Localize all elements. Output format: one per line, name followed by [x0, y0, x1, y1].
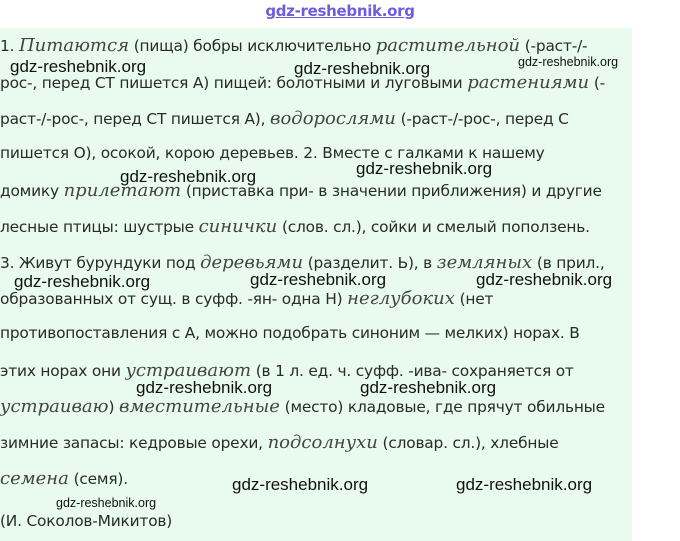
text-line	[0, 324, 580, 342]
watermark: gdz-reshebnik.org	[56, 496, 157, 510]
analyzed-word: синички	[198, 216, 278, 237]
text-segment: (нет	[454, 290, 494, 308]
watermark: gdz-reshebnik.org	[136, 378, 273, 397]
text-segment: (место) кладовые, где прячут обильные	[279, 398, 605, 416]
watermark: gdz-reshebnik.org	[14, 272, 151, 291]
watermark: gdz-reshebnik.org	[356, 159, 493, 178]
analyzed-word: растениями	[467, 72, 590, 93]
watermark: gdz-reshebnik.org	[456, 475, 593, 494]
text-segment: (словар. сл.), хлебные	[377, 434, 559, 452]
text-segment: (в прил.,	[532, 254, 605, 272]
text-segment: лесные птицы: шустрые	[0, 218, 199, 236]
analyzed-word: прилетают	[63, 180, 182, 201]
text-segment: (-раст-/-рос-, перед С	[395, 110, 569, 128]
analyzed-word: земляных	[436, 252, 533, 273]
text-segment: домику	[0, 182, 64, 200]
text-line	[0, 108, 569, 129]
text-segment: (И. Соколов-Микитов)	[0, 512, 173, 530]
analyzed-word: подсолнухи	[267, 432, 378, 453]
analyzed-word: Питаются	[18, 35, 129, 56]
watermark: gdz-reshebnik.org	[250, 270, 387, 289]
text-line	[0, 468, 128, 489]
watermark: gdz-reshebnik.org	[232, 475, 369, 494]
text-segment: (пища) бобры исключительно	[129, 37, 376, 55]
text-segment: 3. Живут бурундуки под	[0, 254, 201, 272]
text-segment: (слов. сл.), сойки и смелый поползень.	[277, 218, 590, 236]
text-segment: (семя).	[68, 470, 128, 488]
text-segment: )	[108, 398, 119, 416]
analyzed-word: деревьями	[200, 252, 304, 273]
analyzed-word: растительной	[375, 35, 521, 56]
site-header-link[interactable]: gdz-reshebnik.org	[265, 2, 415, 20]
text-line	[0, 180, 602, 201]
text-line	[0, 396, 605, 417]
analyzed-word: вместительные	[119, 396, 280, 417]
text-segment: 1.	[0, 37, 19, 55]
text-segment: (-	[589, 74, 605, 92]
watermark: gdz-reshebnik.org	[360, 378, 497, 397]
text-segment: пишется О), осокой, корою деревьев. 2. Вместе с галками к нашему	[0, 144, 545, 162]
text-segment: противопоставления с А, можно подобрать синоним — мелких) норах. В	[0, 324, 580, 342]
text-line	[0, 216, 590, 237]
text-line	[0, 512, 172, 530]
watermark: gdz-reshebnik.org	[120, 167, 257, 186]
analyzed-word: водорослями	[269, 108, 396, 129]
watermark: gdz-reshebnik.org	[476, 270, 613, 289]
watermark: gdz-reshebnik.org	[518, 55, 619, 69]
text-segment: (в 1 л. ед. ч. суфф. -ива- сохраняется от	[251, 362, 574, 380]
analyzed-word: неглубоких	[347, 288, 455, 309]
text-segment: зимние запасы: кедровые орехи,	[0, 434, 268, 452]
watermark: gdz-reshebnik.org	[10, 57, 147, 76]
text-segment: этих норах они	[0, 362, 126, 380]
analyzed-word: устраивают	[125, 360, 252, 381]
text-line	[0, 432, 558, 453]
text-segment: раст-/-рос-, перед СТ пишется А),	[0, 110, 270, 128]
text-segment: (разделит. Ь), в	[303, 254, 437, 272]
analyzed-word: устраиваю	[0, 396, 109, 417]
text-segment: образованных от сущ. в суфф. -ян- одна Н)	[0, 290, 348, 308]
analyzed-word: семена	[0, 468, 69, 489]
text-segment: (-раст-/-	[520, 37, 588, 55]
text-segment: рос-, перед СТ пишется А) пищей: болотными и луговыми	[0, 74, 468, 92]
text-segment: (приставка при- в значении приближения) и другие	[181, 182, 602, 200]
text-line	[0, 35, 587, 56]
watermark: gdz-reshebnik.org	[294, 59, 431, 78]
